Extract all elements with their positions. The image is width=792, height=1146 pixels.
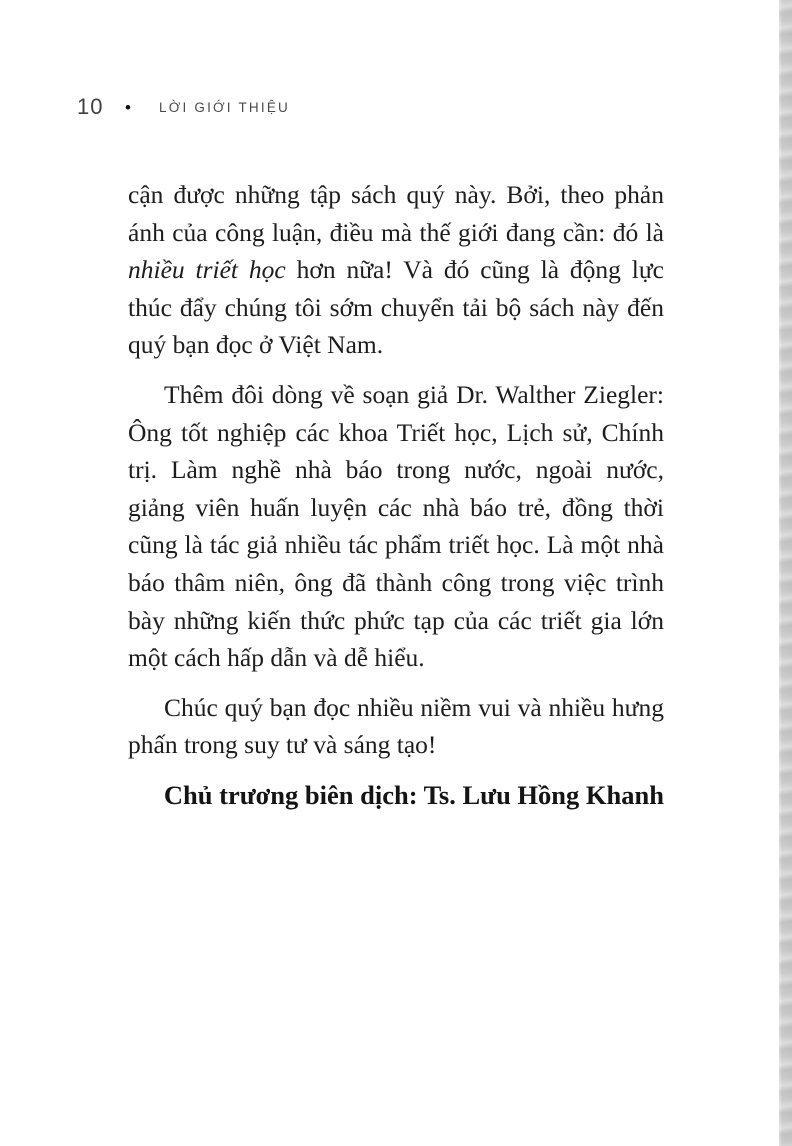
running-header-title: LỜI GIỚI THIỆU <box>159 100 290 115</box>
bullet-separator-icon: • <box>125 98 131 117</box>
signature-line: Chủ trương biên dịch: Ts. Lưu Hồng Khanh <box>163 779 664 810</box>
body-text <box>128 176 664 815</box>
paragraphs <box>128 176 664 764</box>
paragraph <box>128 376 664 677</box>
paragraph <box>128 176 664 364</box>
page-edge-texture <box>779 0 792 1146</box>
paragraph <box>128 689 664 764</box>
text-segment: cận được những tập sách quý này. Bởi, theo phản ánh của công luận, điều mà thế giới đang cần: đó là <box>128 180 664 247</box>
text-segment: Thêm đôi dòng về soạn giả Dr. Walther Ziegler: Ông tốt nghiệp các khoa Triết học, Lịch sử, Chính trị. Làm nghề nhà báo trong nước, ngoài nước, giảng viên huấn luyện các nhà báo trẻ, đồng thời cũng là tác giả nhiều tác phẩm triết học. Là một nhà báo thâm niên, ông đã thành công trong việc trình bày những kiến thức phức tạp của các triết gia lớn một cách hấp dẫn và dễ hiểu. <box>128 379 664 673</box>
italic-text-segment: nhiều triết học <box>128 255 286 285</box>
text-segment: hơn nữa! Và đó cũng là động lực thúc đẩy chúng tôi sớm chuyển tải bộ sách này đến quý bạn đọc ở Việt Nam. <box>128 255 665 360</box>
page-number: 10 <box>77 94 104 119</box>
text-segment: Chúc quý bạn đọc nhiều niềm vui và nhiều hưng phấn trong suy tư và sáng tạo! <box>128 692 664 760</box>
